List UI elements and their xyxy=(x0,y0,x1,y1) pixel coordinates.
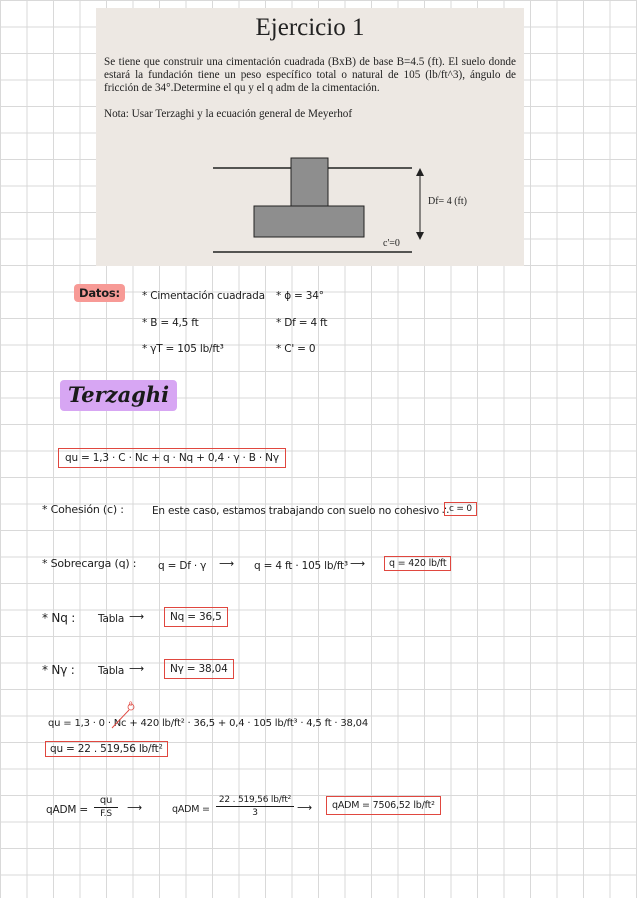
arrow-right-icon: ⟶ xyxy=(297,802,312,814)
dato-df: * Df = 4 ft xyxy=(276,317,328,329)
arrow-up-icon xyxy=(416,168,424,176)
arrow-right-icon: ⟶ xyxy=(129,611,144,623)
arrow-right-icon: ⟶ xyxy=(219,558,234,570)
nq-result: Nq = 36,5 xyxy=(164,607,228,627)
zero-mark: 0 xyxy=(128,701,133,708)
foundation-diagram xyxy=(96,8,524,266)
problem-note: Nota: Usar Terzaghi y la ecuación general de Meyerhof xyxy=(104,108,353,120)
dato-b: * B = 4,5 ft xyxy=(142,317,199,329)
column-shape xyxy=(291,158,328,208)
problem-card xyxy=(96,8,524,266)
terzaghi-formula: qu = 1,3 · C · Nc + q · Nq + 0,4 · γ · B · Nγ xyxy=(58,448,286,468)
qu-result: qu = 22 . 519,56 lb/ft² xyxy=(45,741,168,757)
qu-term-cohesion: 1,3 · 0 · xyxy=(74,718,114,729)
exercise-title: Ejercicio 1 xyxy=(255,14,365,41)
qu-lhs: qu = xyxy=(48,718,72,729)
sobrecarga-step2: q = 4 ft · 105 lb/ft³ xyxy=(254,560,348,572)
qadm-fraction xyxy=(94,795,118,819)
qadm-frac-den: F.S xyxy=(100,809,112,819)
ngamma-source: Tabla xyxy=(98,665,125,677)
qadm-mid-den: 3 xyxy=(252,808,258,818)
terzaghi-heading: Terzaghi xyxy=(60,380,177,411)
qadm-result: qADM = 7506,52 lb/ft² xyxy=(326,796,441,815)
dato-cimentacion: * Cimentación cuadrada xyxy=(142,290,265,302)
qadm-mid-num: 22 . 519,56 lb/ft² xyxy=(218,795,292,805)
qadm-mid-fraction xyxy=(216,795,294,818)
footing-shape xyxy=(254,206,364,237)
qu-term-rest: + 420 lb/ft² · 36,5 + 0,4 · 105 lb/ft³ · 4,5 ft · 38,04 xyxy=(126,718,369,729)
arrow-right-icon: ⟶ xyxy=(129,663,144,675)
cohesion-label: * Cohesión (c) : xyxy=(42,503,124,516)
ngamma-result: Nγ = 38,04 xyxy=(164,659,234,679)
qadm-mid-lhs: qADM = xyxy=(172,804,210,815)
arrow-right-icon: ⟶ xyxy=(350,558,365,570)
dato-gamma: * γT = 105 lb/ft³ xyxy=(142,343,224,355)
sobrecarga-label: * Sobrecarga (q) : xyxy=(42,557,137,570)
qadm-lhs: qADM = xyxy=(46,804,88,816)
datos-heading: Datos: xyxy=(74,284,125,302)
cohesion-label: c'=0 xyxy=(383,238,400,249)
cohesion-text: En este caso, estamos trabajando con suelo no cohesivo ∴ xyxy=(152,505,449,517)
cohesion-result: c = 0 xyxy=(444,502,477,516)
ngamma-label: * Nγ : xyxy=(42,663,75,677)
nq-label: * Nq : xyxy=(42,611,76,625)
sobrecarga-step1: q = Df · γ xyxy=(158,560,207,572)
qadm-frac-num: qu xyxy=(99,795,113,806)
problem-statement: Se tiene que construir una cimentación cuadrada (BxB) de base B=4.5 (ft). El suelo donde estará la fundación tiene un peso específico total o natural de 105 (lb/ft^3), ángulo de fricción de 34°.Determine el qu y el q adm de la cimentación. xyxy=(104,56,516,94)
dato-phi: * ϕ = 34° xyxy=(276,290,324,302)
nq-source: Tabla xyxy=(98,613,125,625)
arrow-down-icon xyxy=(416,232,424,240)
qu-term-nc: Nc 0 xyxy=(114,718,127,729)
sobrecarga-result: q = 420 lb/ft xyxy=(384,556,451,571)
dato-c: * C' = 0 xyxy=(276,343,316,355)
df-label: Df= 4 (ft) xyxy=(428,196,467,207)
qu-calculation xyxy=(48,701,369,729)
arrow-right-icon: ⟶ xyxy=(127,802,142,814)
